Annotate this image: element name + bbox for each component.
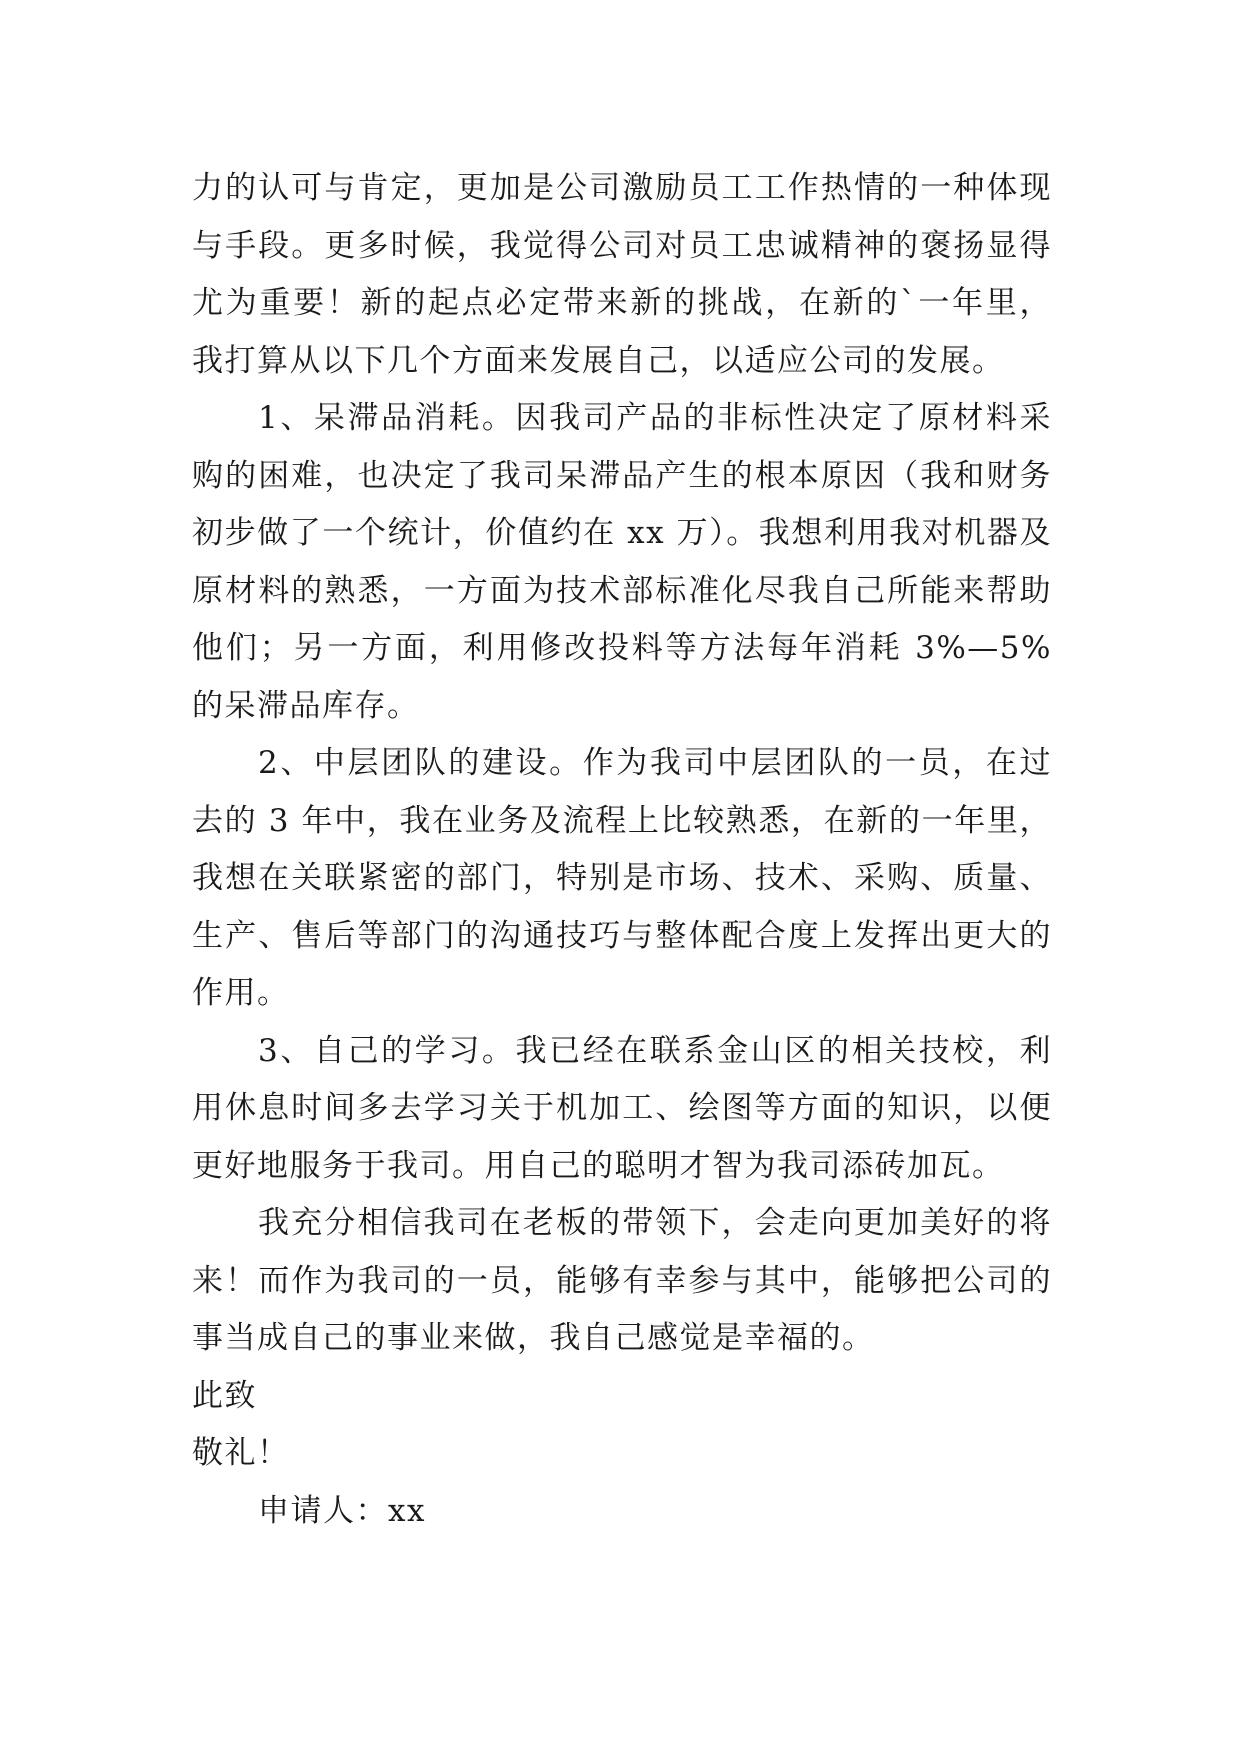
closing-regards: 敬礼！ (192, 1435, 290, 1471)
paragraph-conclusion: 我充分相信我司在老板的带领下，会走向更加美好的将来！而作为我司的一员，能够有幸参与其中，能够把公司的事当成自己的事业来做，我自己感觉是幸福的。 (192, 1205, 1052, 1356)
applicant-signature: 申请人：xx (258, 1492, 426, 1529)
paragraph-point-2: 2、中层团队的建设。作为我司中层团队的一员，在过去的 3 年中，我在业务及流程上比较熟悉，在新的一年里，我想在关联紧密的部门，特别是市场、技术、采购、质量、生产、售后等部门的沟通技巧与整体配合度上发挥出更大的作用。 (192, 745, 1052, 1011)
paragraph-intro: 力的认可与肯定，更加是公司激励员工工作热情的一种体现与手段。更多时候，我觉得公司对员工忠诚精神的褒扬显得尤为重要！新的起点必定带来新的挑战，在新的`一年里，我打算从以下几个方面来发展自己，以适应公司的发展。 (192, 170, 1052, 379)
paragraph-point-3: 3、自己的学习。我已经在联系金山区的相关技校，利用休息时间多去学习关于机加工、绘图等方面的知识，以便更好地服务于我司。用自己的聪明才智为我司添砖加瓦。 (192, 1032, 1052, 1184)
document-body (192, 160, 1052, 1540)
paragraph-point-1: 1、呆滞品消耗。因我司产品的非标性决定了原材料采购的困难，也决定了我司呆滞品产生的根本原因（我和财务初步做了一个统计，价值约在 xx 万）。我想利用我对机器及原材料的熟悉，一方面为技术部标准化尽我自己所能来帮助他们；另一方面，利用修改投料等方法每年消耗 3%—5%的呆滞品库存。 (192, 400, 1052, 724)
closing-salutation: 此致 (192, 1377, 257, 1414)
